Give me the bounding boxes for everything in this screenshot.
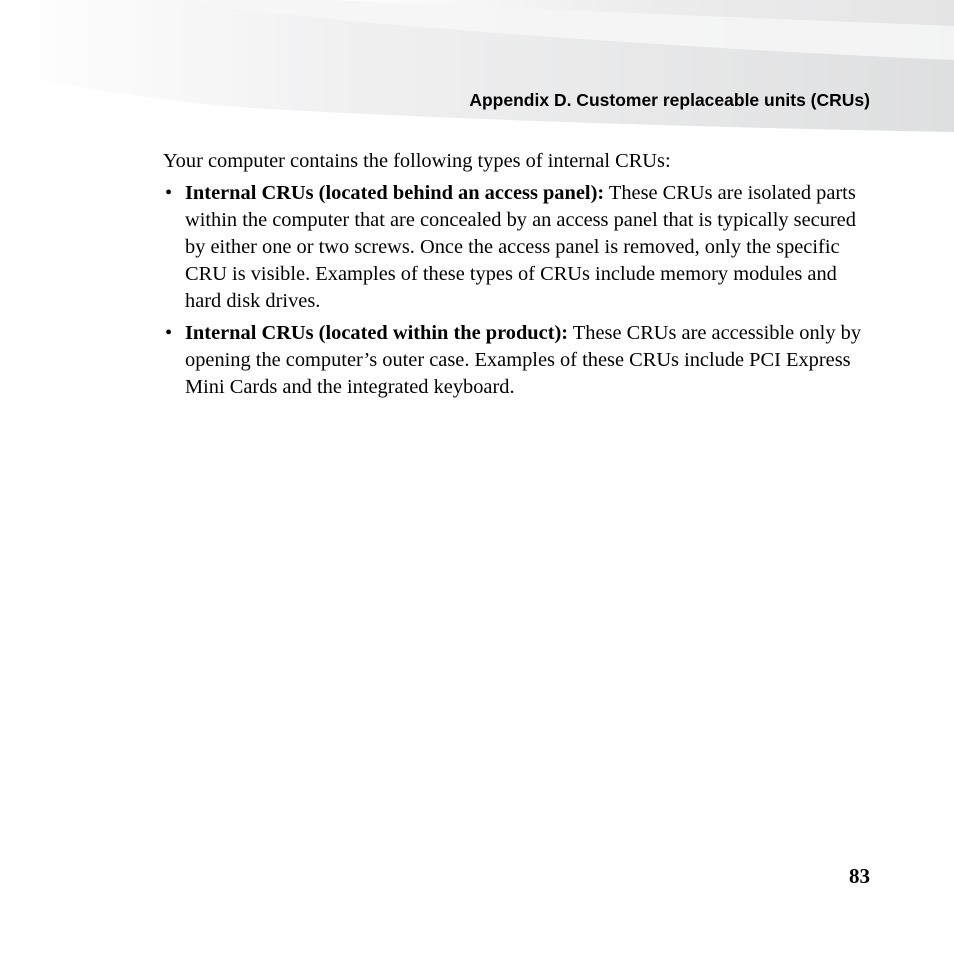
list-item bbox=[163, 180, 873, 315]
body-content bbox=[163, 148, 873, 406]
bullet-lead-text: Internal CRUs (located behind an access panel): bbox=[185, 182, 605, 204]
bullet-body-text: These CRUs are accessible only by opening the computer’s outer case. Examples of these CRUs include PCI Express Mini Cards and the integrated keyboard. bbox=[185, 322, 862, 398]
page-number: 83 bbox=[849, 864, 870, 888]
bullet-icon: • bbox=[165, 322, 173, 344]
header-swoosh-decoration bbox=[0, 0, 954, 140]
bullet-icon: • bbox=[165, 182, 173, 204]
cru-type-list bbox=[163, 180, 873, 401]
list-item bbox=[163, 320, 873, 401]
bullet-lead-text: Internal CRUs (located within the product): bbox=[185, 322, 569, 344]
section-header-title: Appendix D. Customer replaceable units (CRUs) bbox=[469, 90, 870, 110]
bullet-body-text: These CRUs are isolated parts within the computer that are concealed by an access panel that is typically secured by either one or two screws. Once the access panel is removed, only the specific CRU is visible. Examples of these types of CRUs include memory modules and hard disk drives. bbox=[185, 182, 856, 312]
intro-paragraph: Your computer contains the following types of internal CRUs: bbox=[163, 150, 671, 172]
